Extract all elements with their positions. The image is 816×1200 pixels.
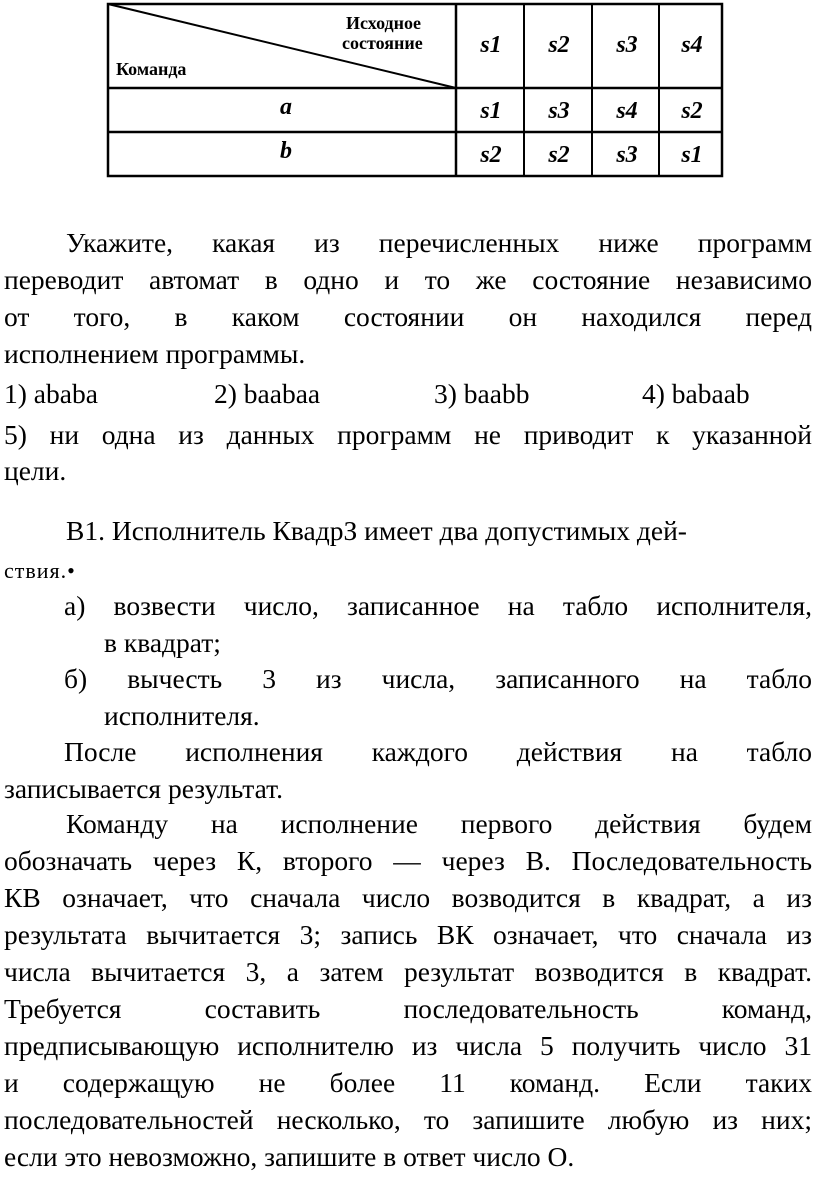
body-line-4: результата вычитается 3; запись ВК означает, что сначала из [4, 919, 812, 950]
header-state-line1: Исходное [346, 13, 422, 33]
row-b-cell-1: s2 [480, 142, 502, 168]
row-a-cell-1: s1 [480, 98, 502, 124]
body-line-8: и содержащую не более 11 команд. Если таких [4, 1067, 812, 1098]
row-b-cell-4: s1 [681, 142, 703, 168]
row-a-cell-2: s3 [548, 98, 570, 124]
body-line-2: обозначать через К, второго — через В. Последовательность [4, 845, 812, 876]
body-line-9: последовательностей несколько, то запишите любую из них; [4, 1104, 812, 1135]
row-a-cell-3: s4 [616, 98, 638, 124]
question-line-4: исполнением программы. [4, 338, 306, 369]
transition-table [106, 2, 724, 178]
action-a-line-1: а) возвести число, записанное на табло исполнителя, [64, 590, 812, 621]
state-s1: s1 [480, 32, 502, 58]
body-line-3: КВ означает, что сначала число возводится в квадрат, а из [4, 882, 812, 913]
option-5-line-1: 5) ни одна из данных программ не приводит к указанной [4, 419, 812, 450]
option-4: 4) babaab [642, 378, 750, 409]
state-s3: s3 [616, 32, 638, 58]
body-line-7: предписывающую исполнителю из числа 5 получить число 31 [4, 1030, 812, 1061]
option-3: 3) baabb [434, 378, 530, 409]
option-1: 1) ababa [4, 378, 98, 409]
row-b-cell-2: s2 [548, 142, 570, 168]
after-line-2: записывается результат. [4, 773, 283, 804]
body-line-1: Команду на исполнение первого действия будем [66, 808, 812, 839]
b1-intro-2: ствия.• [4, 558, 76, 583]
question-line-1: Укажите, какая из перечисленных ниже программ [66, 227, 812, 258]
action-b-line-2: исполнителя. [104, 700, 260, 731]
action-b-line-1: б) вычесть 3 из числа, записанного на табло [64, 663, 812, 694]
body-line-6: Требуется составить последовательность команд, [4, 993, 812, 1024]
row-a-cell-4: s2 [681, 98, 703, 124]
row-b-command: b [280, 138, 292, 164]
state-s2: s2 [548, 32, 570, 58]
question-line-3: от того, в каком состоянии он находился перед [4, 301, 812, 332]
option-5-line-2: цели. [4, 455, 67, 486]
row-a-command: a [280, 94, 292, 120]
body-line-10: если это невозможно, запишите в ответ число О. [4, 1141, 575, 1172]
row-b-cell-3: s3 [616, 142, 638, 168]
body-line-5: числа вычитается 3, а затем результат возводится в квадрат. [4, 956, 812, 987]
option-2: 2) baabaa [214, 378, 321, 409]
action-a-line-2: в квадрат; [104, 627, 221, 658]
state-s4: s4 [681, 32, 703, 58]
after-line-1: После исполнения каждого действия на табло [64, 736, 812, 767]
b1-intro: В1. Исполнитель КвадрЗ имеет два допустимых дей- [66, 515, 687, 546]
header-state-line2: состояние [342, 33, 423, 53]
header-command: Команда [116, 59, 187, 79]
question-line-2: переводит автомат в одно и то же состояние независимо [4, 264, 812, 295]
